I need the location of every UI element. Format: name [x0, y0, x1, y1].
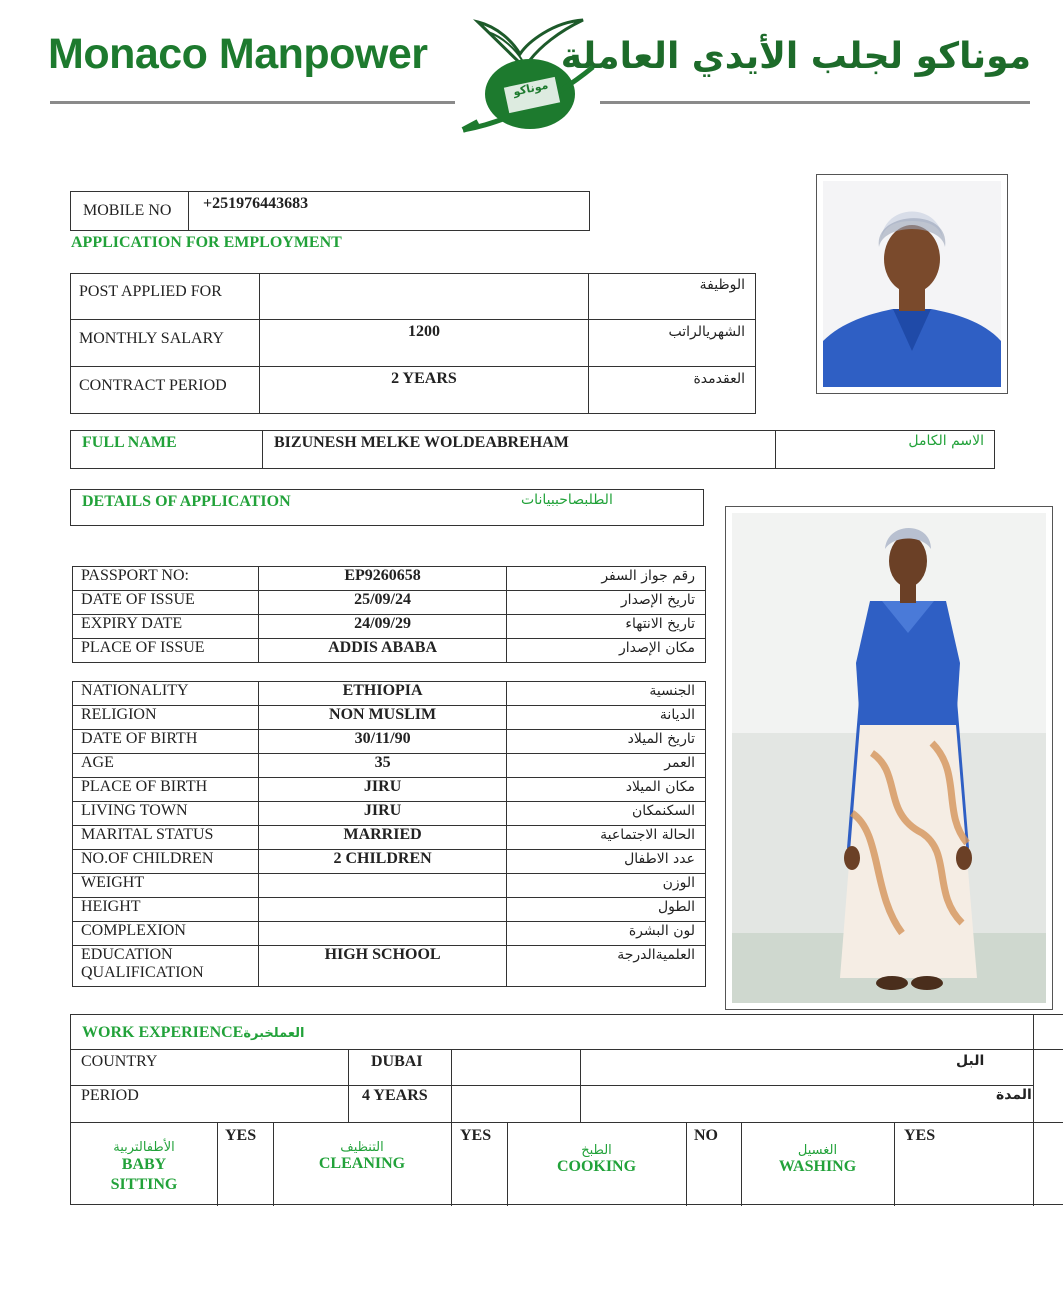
mobile-value: +251976443683	[203, 195, 309, 212]
children-label: NO.OF CHILDREN	[73, 850, 259, 874]
issue-place-value: ADDIS ABABA	[258, 639, 507, 663]
skill-en: CLEANING	[318, 1155, 406, 1172]
skill-en: COOKING	[556, 1158, 637, 1175]
dob-ar: تاريخ الميلاد	[507, 730, 706, 754]
living-town-value: JIRU	[258, 802, 507, 826]
height-value	[258, 898, 507, 922]
table-row	[73, 874, 706, 898]
issue-date-label: DATE OF ISSUE	[73, 591, 259, 615]
complexion-value	[258, 922, 507, 946]
salary-value: 1200	[259, 320, 589, 367]
birth-place-value: JIRU	[258, 778, 507, 802]
education-ar: العلميةالدرجة	[507, 946, 706, 987]
weight-ar: الوزن	[507, 874, 706, 898]
complexion-ar: لون البشرة	[507, 922, 706, 946]
issue-place-ar: مكان الإصدار	[507, 639, 706, 663]
table-row	[73, 754, 706, 778]
marital-status-label: MARITAL STATUS	[73, 826, 259, 850]
post-value	[259, 274, 589, 320]
issue-place-label: PLACE OF ISSUE	[73, 639, 259, 663]
dob-value: 30/11/90	[258, 730, 507, 754]
period-label: PERIOD	[81, 1087, 139, 1104]
full-name-value: BIZUNESH MELKE WOLDEABREHAM	[274, 434, 569, 451]
religion-value: NON MUSLIM	[258, 706, 507, 730]
post-ar: الوظيفة	[589, 274, 756, 320]
complexion-label: COMPLEXION	[73, 922, 259, 946]
marital-status-ar: الحالة الاجتماعية	[507, 826, 706, 850]
height-label: HEIGHT	[73, 898, 259, 922]
application-title: APPLICATION FOR EMPLOYMENT	[71, 234, 342, 251]
country-label: COUNTRY	[81, 1053, 158, 1070]
table-row	[73, 615, 706, 639]
contract-ar: العقدمدة	[589, 367, 756, 414]
contract-value: 2 YEARS	[259, 367, 589, 414]
age-label: AGE	[73, 754, 259, 778]
age-ar: العمر	[507, 754, 706, 778]
table-row	[73, 706, 706, 730]
height-ar: الطول	[507, 898, 706, 922]
living-town-ar: السكنمكان	[507, 802, 706, 826]
expiry-date-value: 24/09/29	[258, 615, 507, 639]
table-row	[73, 730, 706, 754]
passport-no-label: PASSPORT NO:	[73, 567, 259, 591]
passport-no-value: EP9260658	[258, 567, 507, 591]
expiry-date-label: EXPIRY DATE	[73, 615, 259, 639]
skill-cleaning	[273, 1140, 451, 1173]
table-row	[71, 274, 756, 320]
skill-ar: الغسيل	[797, 1143, 838, 1158]
birth-place-ar: مكان الميلاد	[507, 778, 706, 802]
header-rule-right	[600, 101, 1030, 104]
details-ar: الطلبصاحببيانات	[521, 492, 613, 508]
brand-name-en: Monaco Manpower	[48, 30, 428, 78]
skill-value: YES	[460, 1127, 492, 1144]
issue-date-value: 25/09/24	[258, 591, 507, 615]
living-town-label: LIVING TOWN	[73, 802, 259, 826]
children-ar: عدد الاطفال	[507, 850, 706, 874]
brand-name-ar: موناكو لجلب الأيدي العاملة	[560, 36, 1031, 77]
table-row	[73, 922, 706, 946]
table-row	[71, 320, 756, 367]
mobile-box	[70, 191, 590, 231]
table-row	[73, 778, 706, 802]
passport-table	[72, 566, 706, 663]
country-value: DUBAI	[371, 1053, 423, 1070]
skill-en: BABY SITTING	[110, 1156, 178, 1193]
table-row	[71, 367, 756, 414]
education-label: EDUCATION QUALIFICATION	[73, 946, 259, 987]
table-row	[73, 802, 706, 826]
skill-value: YES	[904, 1127, 936, 1144]
passport-no-ar: رقم جواز السفر	[507, 567, 706, 591]
post-table	[70, 273, 756, 414]
children-value: 2 CHILDREN	[258, 850, 507, 874]
religion-ar: الديانة	[507, 706, 706, 730]
skill-cooking	[507, 1143, 686, 1176]
skill-ar: الطبخ	[581, 1143, 612, 1158]
skill-baby-sitting	[71, 1140, 217, 1195]
salary-label: MONTHLY SALARY	[71, 320, 260, 367]
full-body-photo	[725, 506, 1053, 1010]
dob-label: DATE OF BIRTH	[73, 730, 259, 754]
issue-date-ar: تاريخ الإصدار	[507, 591, 706, 615]
skill-value: YES	[225, 1127, 257, 1144]
skill-value: NO	[694, 1127, 718, 1144]
weight-label: WEIGHT	[73, 874, 259, 898]
header-rule-left	[50, 101, 455, 104]
work-title	[82, 1024, 305, 1042]
work-title-ar: العملخبرة	[243, 1026, 305, 1041]
period-value: 4 YEARS	[362, 1087, 428, 1104]
table-row	[73, 591, 706, 615]
salary-ar: الشهريالراتب	[589, 320, 756, 367]
work-experience-section	[70, 1014, 1063, 1205]
education-value: HIGH SCHOOL	[258, 946, 507, 987]
nationality-value: ETHIOPIA	[258, 682, 507, 706]
age-value: 35	[258, 754, 507, 778]
mobile-label: MOBILE NO	[83, 202, 172, 219]
full-name-box	[70, 430, 995, 469]
skill-washing	[741, 1143, 894, 1176]
skill-ar: التنظيف	[340, 1140, 384, 1155]
table-row	[73, 567, 706, 591]
contract-label: CONTRACT PERIOD	[71, 367, 260, 414]
period-ar: المدة	[996, 1087, 1032, 1103]
full-name-label: FULL NAME	[82, 434, 177, 451]
portrait-photo	[816, 174, 1008, 394]
country-ar: البل	[956, 1053, 985, 1069]
logo-text: موناكو	[512, 78, 550, 99]
birth-place-label: PLACE OF BIRTH	[73, 778, 259, 802]
personal-table	[72, 681, 706, 987]
work-title-en: WORK EXPERIENCE	[82, 1024, 244, 1041]
table-row	[73, 826, 706, 850]
full-name-ar: الاسم الكامل	[908, 433, 984, 449]
company-logo	[458, 12, 598, 137]
expiry-date-ar: تاريخ الانتهاء	[507, 615, 706, 639]
details-label: DETAILS OF APPLICATION	[82, 493, 291, 510]
marital-status-value: MARRIED	[258, 826, 507, 850]
post-label: POST APPLIED FOR	[71, 274, 260, 320]
table-row	[73, 682, 706, 706]
weight-value	[258, 874, 507, 898]
skill-en: WASHING	[778, 1158, 857, 1175]
table-row	[73, 850, 706, 874]
table-row	[73, 639, 706, 663]
nationality-ar: الجنسية	[507, 682, 706, 706]
table-row	[73, 946, 706, 987]
nationality-label: NATIONALITY	[73, 682, 259, 706]
table-row	[73, 898, 706, 922]
religion-label: RELIGION	[73, 706, 259, 730]
details-box	[70, 489, 704, 526]
skill-ar: الأطفالتربية	[113, 1140, 175, 1155]
